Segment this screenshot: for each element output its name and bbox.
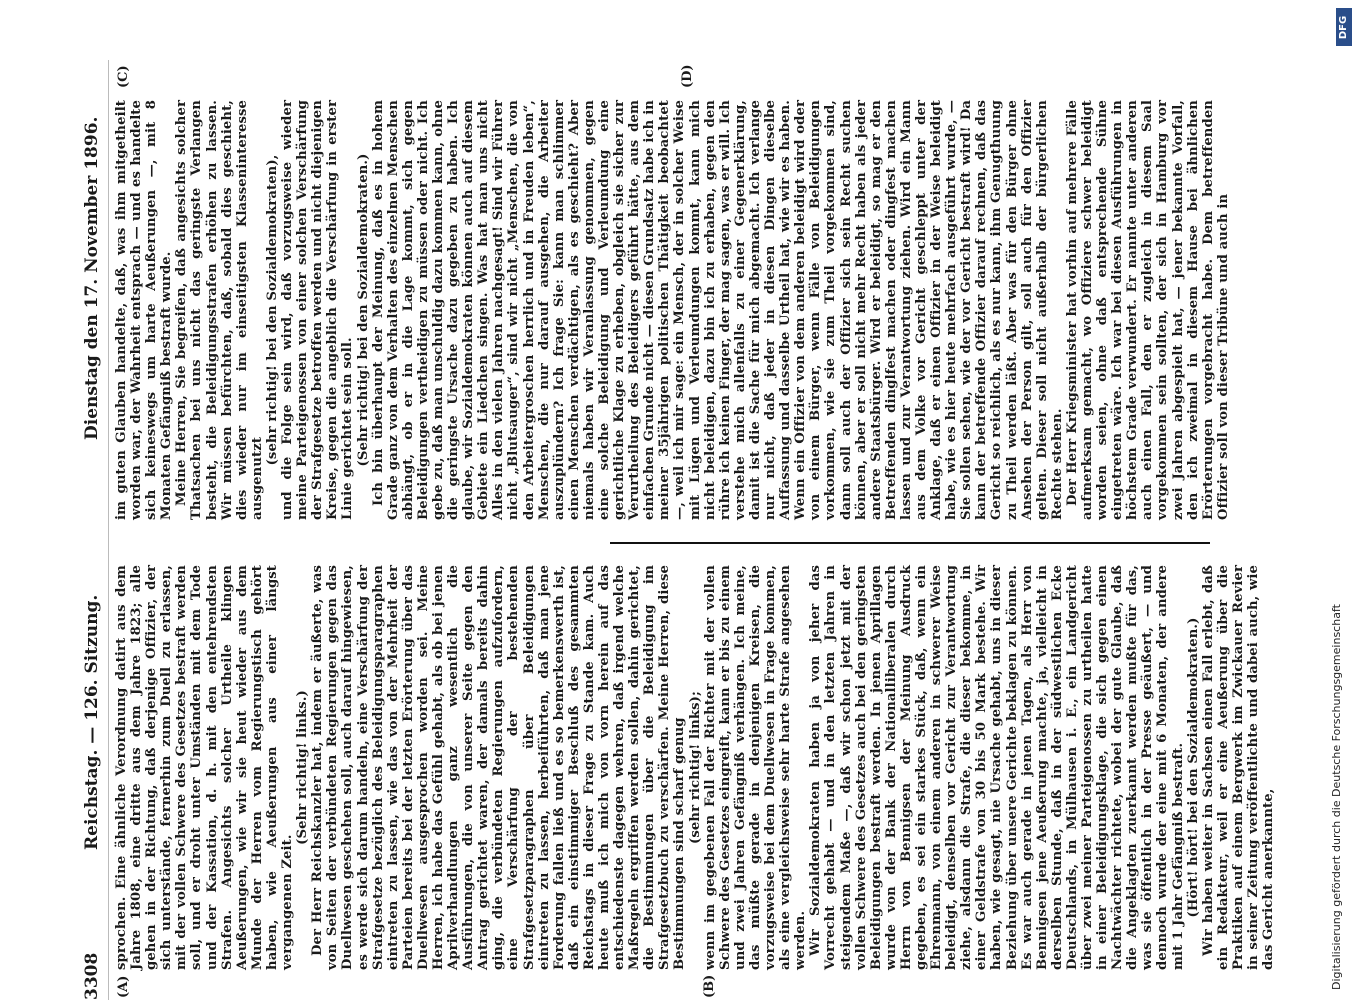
page-header: [80, 60, 110, 1000]
margin-marker-c: (C): [116, 65, 131, 88]
paragraph: Wir Sozialdemokraten haben ja von jeher das Vorrecht gehabt — und in den letzten Jahren in steigendem Maße —, daß wir schon jetzt mit der vollen Schwere des Gesetzes auch bei den geringsten Beleidigungen bestraft werden. In jenen Aprillagen wurde von der Bank der Nationalliberalen durch Herrn von Bennigsen der Meinung Ausdruck gegeben, es sei ein starkes Stück, daß, wenn ein Ehrenmann, von einem anderen in schwerer Weise beleidigt, denselben vor Gericht zur Verantwortung ziehe, alsdann die Strafe, die dieser bekomme, in einer Geldstrafe von 30 bis 50 Mark bestehe. Wir haben, wie gesagt, nie Ursache gehabt, uns in dieser Beziehung über unsere Gerichte beklagen zu können. Es war auch gerade in jenen Tagen, als Herr von Bennigsen jene Aeußerung machte, ja, vielleicht in derselben Stunde, daß in der südwestlichen Ecke Deutschlands, in Mülhausen i. E., ein Landgericht über zwei meiner Parteigenossen zu urtheilen hatte in einer Beleidigungsklage, die sich gegen einen Nachtwächter richtete, wobei der gute Glaube, daß die Angeklagten zuerkannt werden mußte für das, was sie öffentlich in der Presse geäußert, — und dennoch wurde der eine mit 6 Monaten, der andere mit 1 Jahr Gefängniß bestraft.: [808, 565, 1186, 970]
paragraph: und die Folge sein wird, daß vorzugsweise wieder meine Parteigenossen von einer solchen Verschärfung der Strafgesetze betroffen werden und nicht diejenigen Kreise, gegen die angeblich die Verschärfung in erster Linie gerichtet sein soll.: [280, 100, 356, 520]
paragraph: Meine Herren, Sie begreifen, daß angesichts solcher Thatsachen bei uns nicht das geringste Verlangen besteht, die Beleidigungsstrafen erhöhen zu lassen. Wir müssen befürchten, daß, sobald dies geschieht, dies wieder nur im einseitigsten Klasseninteresse ausgenutzt: [174, 100, 265, 520]
right-running-title: Dienstag den 17. November 1896.: [82, 116, 102, 440]
header-rule: [108, 60, 109, 1000]
left-running-title: Reichstag. — 126. Sitzung.: [82, 594, 102, 850]
column-rule: [610, 542, 1210, 544]
paragraph: Wir haben weiter in Sachsen einen Fall erlebt, daß ein Redakteur, weil er eine Aeußerung über die Praktiken auf einem Bergwerk im Zwickauer Revier in seiner Zeitung veröffentlichte und dabei auch, wie das Gericht anerkannte,: [1200, 565, 1277, 970]
interjection: (Sehr richtig! links.): [295, 690, 311, 845]
paragraph: wenn im gegebenen Fall der Richter mit der vollen Schwere des Gesetzes eingreift, kann er bis zu einem und zwei Jahren Gefängniß verhängen. Ich meine, das müßte gerade in denjenigen Kreisen, die vorzugsweise bei dem Duellwesen in Frage kommen, als eine vergleichsweise sehr harte Strafe angesehen werden.: [702, 565, 809, 970]
margin-marker-d: (D): [680, 64, 695, 88]
paragraph: sprochen. Eine ähnliche Verordnung datirt aus dem Jahre 1808, eine dritte aus dem Jahre 1823; alle gehen in der Richtung, daß derjenige Offizier, der sich unterstände, fernerhin zum Duell zu erlassen, mit der vollen Schwere des Gesetzes bestraft werden soll, und er droht unter Umständen mit dem Tode und der Kassation, d. h. mit den entehrendsten Strafen. Angesichts solcher Urtheile klingen Aeußerungen, wie wir sie heut wieder aus dem Munde der Herren vom Regierungstisch gehört haben, wie Aeußerungen aus einer längst vergangenen Zeit.: [114, 565, 296, 970]
dfg-logo: [1336, 8, 1352, 46]
rotated-page: [80, 60, 1290, 1000]
interjection: (Hört! hört! bei den Sozialdemokraten.): [1185, 617, 1201, 918]
dfg-logo-text: DFG: [1338, 15, 1350, 39]
right-column: [114, 100, 1244, 520]
paragraph: Der Herr Reichskanzler hat, indem er äußerte, was von Seiten der verbündeten Regierungen gegen das Duellwesen geschehen soll, auch darauf hingewiesen, es werde sich darum handeln, eine Verschärfung der Strafgesetze bezüglich des Beleidigungsparagraphen eintreten zu lassen, wie das von der Mehrheit der Parteien bereits bei der letzten Erörterung über das Duellwesen ausgesprochen worden sei. Meine Herren, ich habe das Gefühl gehabt, als ob bei jenen Aprilverhandlungen ganz wesentlich die Ausführungen, die von unserer Seite gegen den Antrag gerichtet waren, der damals bereits dahin ging, die verbündeten Regierungen aufzufordern, eine Verschärfung der bestehenden Strafgesetzparagraphen über Beleidigungen eintreten zu lassen, herbeiführten, daß man jene Forderung fallen ließ und es so bemerkenswerth ist, daß ein einstimmiger Beschluß des gesammten Reichstags in dieser Frage zu Stande kam. Auch heute muß ich mich von vorn herein auf das entschiedenste dagegen wehren, daß irgend welche Maßregeln ergriffen werden sollen, dahin gerichtet, die Bestimmungen über die Beleidigung im Strafgesetzbuch zu verschärfen. Meine Herren, diese Bestimmungen sind scharf genug: [310, 565, 688, 970]
left-column: [114, 565, 1277, 970]
interjection: (sehr richtig! links);: [687, 691, 703, 844]
paragraph: Ich bin überhaupt der Meinung, daß es in hohem Grade ganz von dem Verhalten des einzelnen Menschen abhängt, ob er in die Lage kommt, sich gegen Beleidigungen vertheidigen zu müssen oder nicht. Ich gebe zu, daß man unschuldig dazu kommen kann, ohne die geringste Ursache dazu gegeben zu haben. Ich glaube, wir Sozialdemokraten können auch auf diesem Gebiete ein Liedchen singen. Was hat man uns nicht Alles in den vielen Jahren nachgesagt! Sind wir Führer nicht „Blutsauger“, sind wir nicht „Menschen, die von den Arbeitergroschen herrlich und in Freuden leben“, Menschen, die nur darauf ausgehen, die Arbeiter auszuplündern? Ich frage Sie: kann man schlimmer einen Menschen verdächtigen, als es geschieht? Aber niemals haben wir Veranlassung genommen, gegen eine solche Beleidigung und Verleumdung eine gerichtliche Klage zu erheben, obgleich sie sicher zur Verurtheilung des Beleidigers geführt hätte, aus dem einfachen Grunde nicht — diesen Grundsatz habe ich in meiner 35jährigen politischen Thätigkeit beobachtet —, weil ich mir sage: ein Mensch, der in solcher Weise mit Lügen und Verleumdungen kommt, kann mich nicht beleidigen, dazu bin ich zu erhaben, gegen den rühre ich keinen Finger, der mag sagen, was er will. Ich verstehe mich allenfalls zu einer Gegenerklärung, damit ist die Sache für mich abgemacht. Ich verlange nur nicht, daß jeder in diesen Dingen dieselbe Auffassung und dasselbe Urtheil hat, wie wir es haben. Wenn ein Offizier von dem anderen beleidigt wird oder von einem Bürger, wenn Fälle von Beleidigungen vorkommen, wie sie zum Theil vorgekommen sind, dann soll auch der Offizier sich sein Recht suchen können, aber er soll nicht mehr Recht haben als jeder andere Staatsbürger. Wird er beleidigt, so mag er den Betreffenden dinglfest machen oder dingfest machen lassen und zur Verantwortung ziehen. Wird ein Mann aus dem Volke vor Gericht geschleppt unter der Anklage, daß er einen Offizier in der Weise beleidigt habe, wie es hier heute mehrfach ausgeführt wurde, — Sie sollen sehen, wie der vor Gericht bestraft wird! Da kann der betreffende Offizier darauf rechnen, daß das Gericht so reichlich, als es nur kann, ihm Genugthuung zu Theil werden läßt. Aber was für den Bürger ohne Ansehen der Person gilt, soll auch für den Offizier gelten. Dieser soll nicht außerhalb der bürgerlichen Rechte stehen.: [370, 100, 1065, 520]
paragraph: im guten Glauben handelte, daß, was ihm mitgetheilt worden war, der Wahrheit entsprach — und es handelte sich keineswegs um harte Aeußerungen —, mit 8 Monaten Gefängniß bestraft wurde.: [114, 100, 175, 520]
margin-marker-b: (B): [702, 974, 717, 998]
interjection: (sehr richtig! bei den Sozialdemokraten),: [264, 154, 280, 466]
margin-marker-a: (A): [116, 975, 131, 998]
interjection: (Sehr richtig! bei den Sozialdemokraten.): [355, 153, 371, 467]
paragraph: Der Herr Kriegsminister hat vorhin auf mehrere Fälle aufmerksam gemacht, wo Offiziere schwer beleidigt worden seien, ohne daß entsprechende Sühne eingetreten wäre. Ich war bei diesen Ausführungen in höchstem Grade verwundert. Er nannte unter anderen auch einen Fall, den er zugleich in diesem Saal vorgekommen sein sollten, der sich in Hamburg vor zwei Jahren abgespielt hat, — jener bekannte Vorfall, den ich zweimal in diesem Hause bei ähnlichen Erörterungen vorgebracht habe. Dem betreffenden Offizier soll von dieser Tribüne und auch in: [1064, 100, 1231, 520]
digitization-note: Digitalisierung gefördert durch die Deutsche Forschungsgemeinschaft: [1330, 604, 1343, 990]
page-number: 3308: [82, 952, 102, 1000]
